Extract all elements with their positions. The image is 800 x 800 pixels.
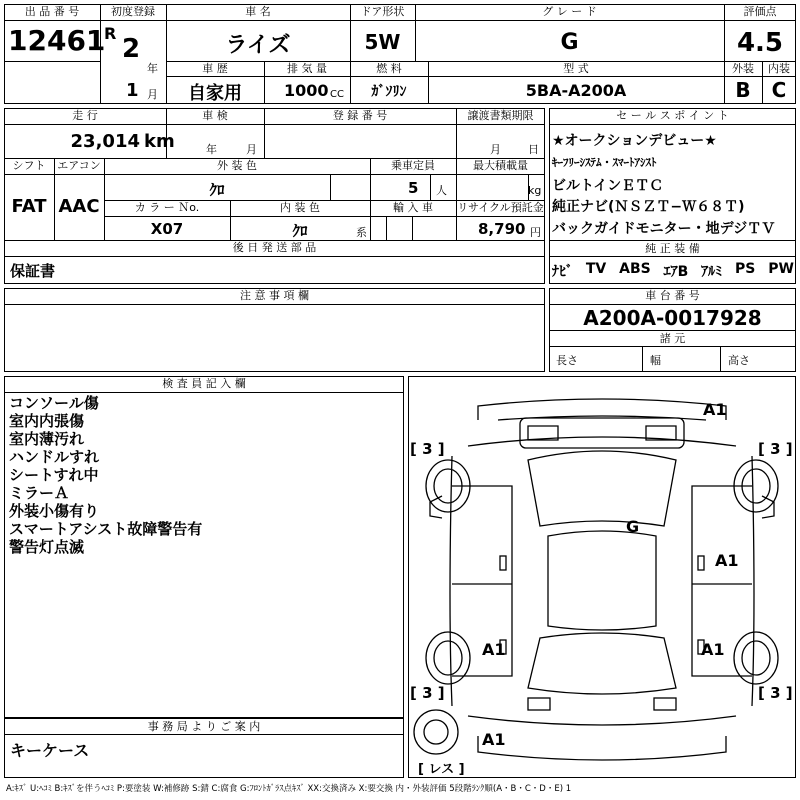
- inspector-note: 警告灯点滅: [9, 538, 85, 556]
- car-name: ライズ: [225, 33, 291, 58]
- later-parts: 保証書: [10, 262, 56, 280]
- spare-tire: [ レス ]: [418, 762, 465, 777]
- intcolor: ｸﾛ: [292, 222, 308, 240]
- era: R: [104, 24, 117, 43]
- regno-label: 登 録 番 号: [332, 109, 388, 122]
- sales-point-line: ビルトインＥＴＣ: [552, 178, 664, 194]
- equipment-item: ｱﾙﾐ: [701, 264, 723, 280]
- year-unit: 年: [147, 62, 158, 75]
- sales-point-line: ｷｰﾌﾘｰｼｽﾃﾑ・ｽﾏｰﾄｱｼｽﾄ: [552, 156, 657, 169]
- damage-mark: A1: [715, 551, 739, 570]
- chassis-number: A200A-0017928: [583, 306, 762, 330]
- car-name-label: 車 名: [245, 5, 271, 18]
- intcolor-label: 内 装 色: [280, 201, 320, 214]
- damage-mark: A1: [703, 400, 727, 419]
- fuel-label: 燃 料: [376, 62, 402, 75]
- later-parts-label: 後 日 発 送 部 品: [232, 241, 317, 254]
- rating: 4.5: [736, 28, 784, 58]
- ac-label: エアコン: [57, 159, 101, 172]
- specs-label: 諸 元: [659, 332, 686, 345]
- legend: A:ｷｽﾞ U:ﾍｺﾐ B:ｷｽﾞを伴うﾍｺﾐ P:要塗装 W:補修跡 S:錆 C:腐食 G:ﾌﾛﾝﾄｶﾞﾗｽ点ｷｽﾞ XX:交換済み X:要交換 内・外装評価 5段階ﾗﾝｸ順(A・B・C・D・E) 1: [6, 784, 572, 794]
- tire-depth: [ 3 ]: [758, 684, 793, 702]
- inspector-note: シートすれ中: [9, 466, 99, 484]
- damage-mark: A1: [482, 640, 506, 659]
- history: 自家用: [188, 83, 242, 104]
- equipment-item: ABS: [619, 261, 651, 277]
- maxload-unit: kg: [528, 184, 542, 197]
- mileage-label: 走 行: [72, 109, 98, 122]
- interior-label: 内装: [768, 62, 790, 75]
- damage-mark: G: [626, 517, 640, 536]
- inspector-label: 検 査 員 記 入 欄: [162, 377, 246, 390]
- shift-label: シフト: [12, 159, 46, 172]
- inspector-note: 外装小傷有り: [9, 502, 100, 520]
- equipment-item: PS: [735, 261, 756, 277]
- displacement-unit: CC: [330, 89, 344, 100]
- inspector-notes: [9, 394, 202, 556]
- inspector-note: スマートアシスト故障警告有: [9, 520, 203, 538]
- recycle-fee: 8,790: [478, 220, 526, 238]
- mileage-unit: km: [144, 131, 175, 152]
- shift: FAT: [11, 196, 47, 217]
- transfer-day-unit: 日: [528, 143, 539, 156]
- width-label: 幅: [650, 354, 661, 367]
- inspector-note: 室内内張傷: [9, 412, 85, 430]
- exterior-label: 外装: [732, 62, 754, 75]
- capacity-label: 乗車定員: [391, 159, 435, 172]
- inspection-label: 車 検: [202, 109, 228, 122]
- inspector-note: ハンドルすれ: [9, 448, 100, 466]
- door-type: 5W: [364, 30, 401, 54]
- colorno-label: カ ラ ー Ｎo.: [134, 201, 200, 214]
- displacement-label: 排 気 量: [287, 62, 327, 75]
- first-reg-label: 初度登録: [111, 5, 155, 18]
- model-label: 型 式: [563, 62, 589, 75]
- chassis-label: 車 台 番 号: [645, 289, 700, 302]
- ac: AAC: [58, 196, 100, 217]
- sales-point-line: ★オークションデビュー★: [552, 133, 717, 149]
- transfer-month-unit: 月: [490, 143, 501, 156]
- capacity-unit: 人: [436, 184, 447, 197]
- colorno: X07: [150, 220, 184, 238]
- capacity: 5: [408, 179, 419, 197]
- damage-mark: A1: [701, 640, 725, 659]
- month-unit: 月: [147, 88, 158, 101]
- equipment-item: ｴｱB: [663, 264, 689, 280]
- office-label: 事 務 局 よ り ご 案 内: [147, 720, 261, 733]
- import-label: 輸 入 車: [393, 201, 433, 214]
- damage-mark: A1: [482, 730, 506, 749]
- intcolor-unit: 系: [356, 226, 367, 239]
- history-label: 車 歴: [202, 62, 228, 75]
- door-label: ドア形状: [360, 5, 405, 18]
- tire-depth: [ 3 ]: [410, 440, 445, 458]
- grade-label: グ レ ー ド: [542, 5, 597, 18]
- color: ｸﾛ: [209, 181, 225, 199]
- inspector-note: 室内薄汚れ: [9, 430, 85, 448]
- equipment-item: PW: [768, 261, 794, 277]
- length-label: 長さ: [556, 354, 578, 367]
- first-reg-month: 1: [126, 80, 139, 101]
- recycle-label: リサイクル預託金: [457, 201, 544, 214]
- exterior-grade: B: [735, 78, 751, 102]
- equipment-item: TV: [585, 261, 607, 277]
- car-body-diagram: [408, 376, 796, 778]
- displacement: 1000: [284, 81, 329, 100]
- recycle-unit: 円: [530, 226, 541, 239]
- sales-point-line: 純正ナビ(ＮＳＺＴ−Ｗ６８Ｔ): [552, 199, 745, 215]
- color-label: 外 装 色: [217, 159, 257, 172]
- rating-label: 評価点: [743, 5, 777, 18]
- inspector-note: コンソール傷: [9, 394, 99, 412]
- maxload-label: 最大積載量: [473, 159, 528, 172]
- notes-label: 注 意 事 項 欄: [240, 289, 309, 302]
- transfer-label: 譲渡書類期限: [467, 109, 534, 122]
- fuel: ｶﾞｿﾘﾝ: [371, 84, 407, 100]
- height-label: 高さ: [728, 354, 750, 367]
- sales-points-label: セ ー ル ス ポ イ ン ト: [616, 109, 729, 122]
- inspector-note: ミラーＡ: [9, 484, 70, 502]
- first-reg-year: 2: [122, 34, 141, 64]
- office-note: キーケース: [10, 741, 90, 760]
- lot-label: 出 品 番 号: [24, 5, 80, 18]
- equipment-label: 純 正 装 備: [645, 242, 700, 255]
- inspection-year-unit: 年: [206, 143, 217, 156]
- equipment-item: ﾅﾋﾞ: [552, 264, 573, 280]
- sales-point-line: バックガイドモニター・地デジＴＶ: [552, 221, 776, 237]
- equipment-list: [552, 261, 794, 281]
- inspection-month-unit: 月: [246, 143, 257, 156]
- lot-value: 12461: [8, 24, 106, 57]
- tire-depth: [ 3 ]: [758, 440, 793, 458]
- mileage: 23,014: [70, 131, 140, 152]
- model: 5BA-A200A: [525, 81, 627, 100]
- tire-depth: [ 3 ]: [410, 684, 445, 702]
- grade: G: [560, 30, 579, 55]
- interior-grade: C: [771, 78, 787, 102]
